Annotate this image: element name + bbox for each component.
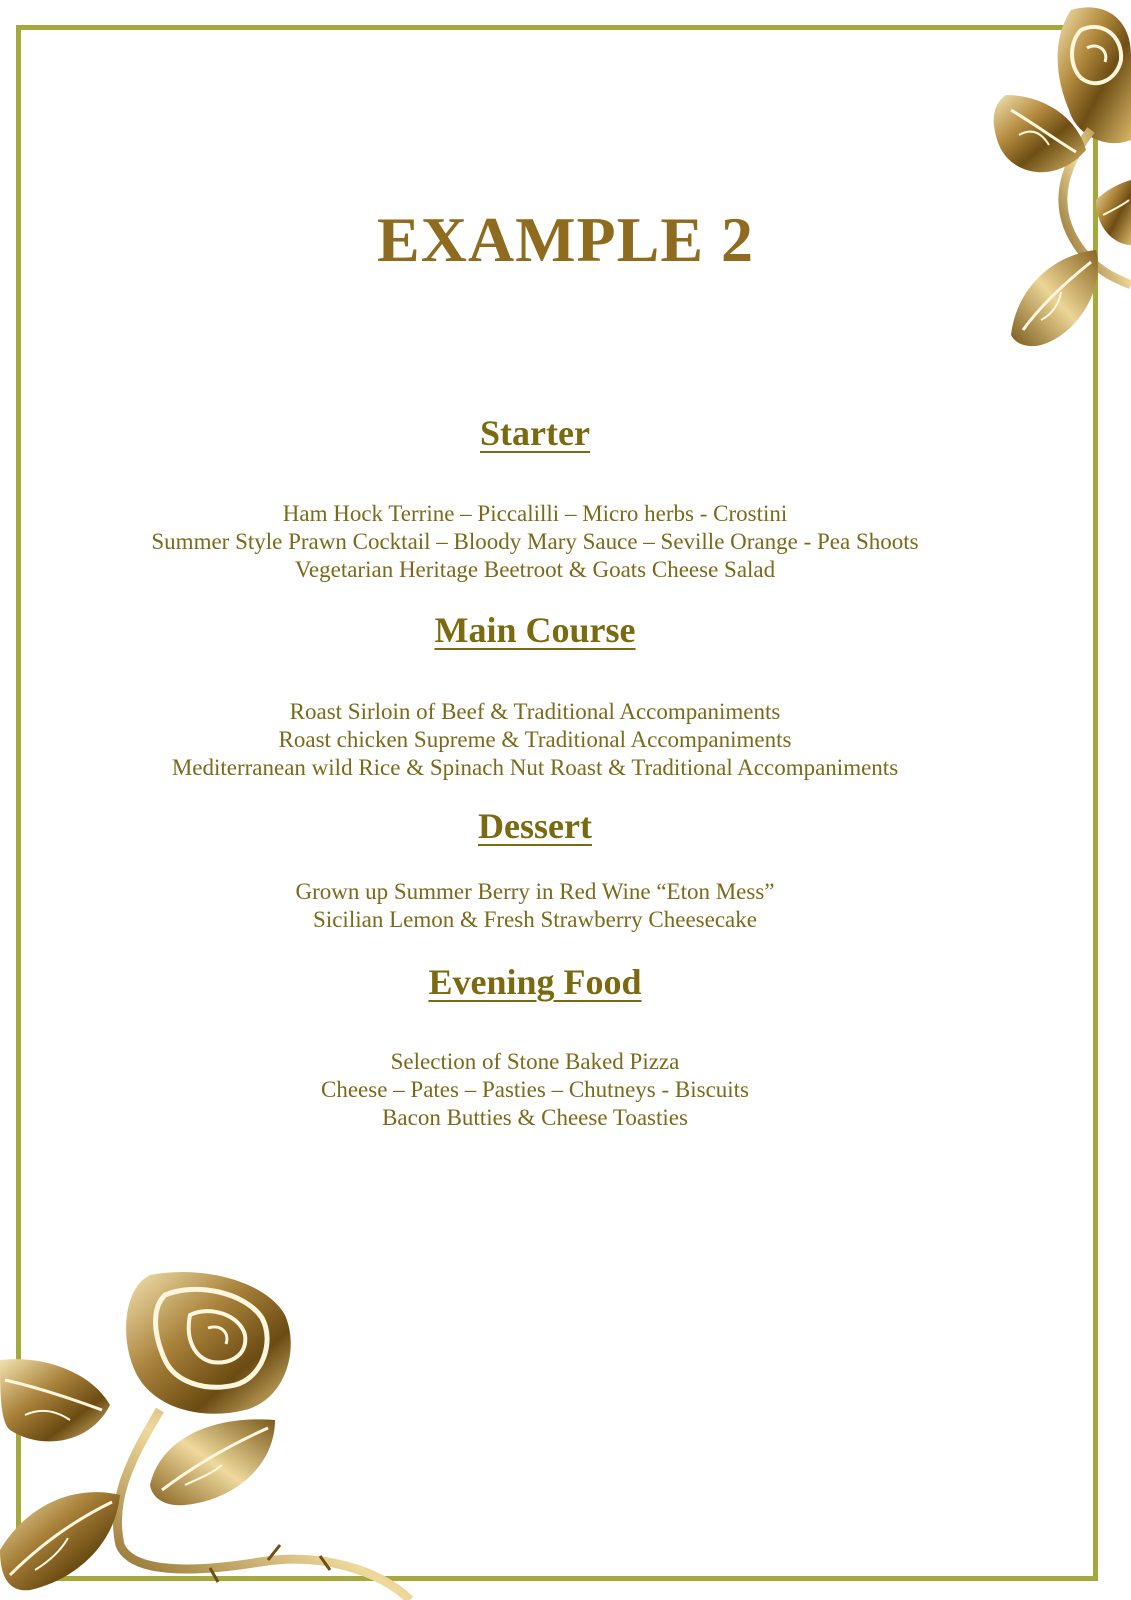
section-heading-evening-food: Evening Food [428,962,642,1002]
starter-items [0,500,1070,584]
menu-item: Sicilian Lemon & Fresh Strawberry Cheesecake [313,907,757,932]
section-heading-dessert: Dessert [478,806,592,846]
menu-item: Ham Hock Terrine – Piccalilli – Micro herbs - Crostini [282,501,788,526]
main-course-items [0,698,1070,782]
menu-item: Cheese – Pates – Pasties – Chutneys - Biscuits [320,1077,750,1102]
section-main-course [0,609,1070,782]
section-dessert [0,805,1070,934]
menu-item: Grown up Summer Berry in Red Wine “Eton Mess” [295,879,775,904]
menu-item: Selection of Stone Baked Pizza [390,1049,680,1074]
dessert-items [0,878,1070,934]
section-heading-main-course: Main Course [434,610,636,650]
menu-title: EXAMPLE 2 [377,204,754,275]
menu-item: Summer Style Prawn Cocktail – Bloody Mary Sauce – Seville Orange - Pea Shoots [151,529,919,554]
section-starter [0,412,1070,584]
section-heading-starter: Starter [480,413,590,453]
menu-item: Bacon Butties & Cheese Toasties [382,1105,688,1130]
menu-item: Roast chicken Supreme & Traditional Accompaniments [278,727,792,752]
menu-item: Roast Sirloin of Beef & Traditional Accompaniments [289,699,781,724]
evening-food-items [0,1048,1070,1132]
gold-rose-decoration-bottom-left [0,1270,420,1600]
menu-item: Vegetarian Heritage Beetroot & Goats Cheese Salad [294,557,776,582]
section-evening-food [0,961,1070,1132]
gold-rose-decoration-top-right [891,0,1131,360]
menu-item: Mediterranean wild Rice & Spinach Nut Roast & Traditional Accompaniments [171,755,899,780]
